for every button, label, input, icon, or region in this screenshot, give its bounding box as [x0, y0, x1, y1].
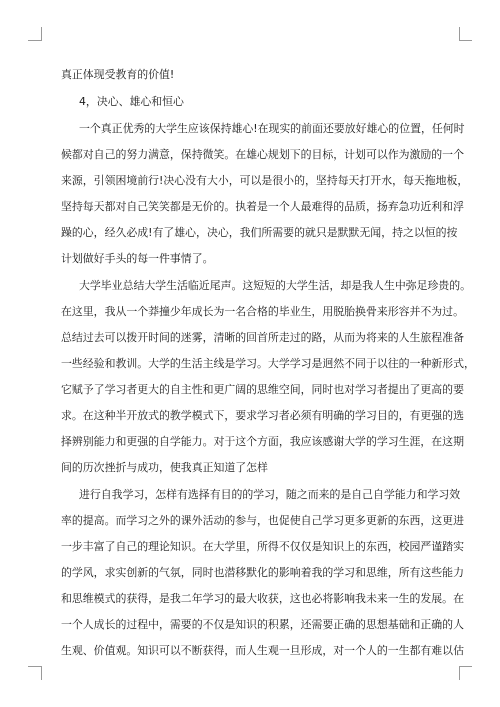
crop-mark-top-right-horizontal [459, 40, 472, 41]
crop-mark-bottom-right-horizontal [459, 666, 472, 667]
crop-mark-bottom-right-vertical [459, 666, 460, 680]
text-line: 和思维模式的获得，是我二年学习的最大收获，这也必将影响我未来一生的发展。在 [61, 592, 464, 605]
text-line: 率的提高。而学习之外的课外活动的参与，也促使自己学习更多更新的东西，这更进 [61, 514, 464, 527]
text-line: 间的历次挫折与成功，使我真正知道了怎样 [61, 461, 268, 474]
text-line: 的学风，求实创新的气氛，同时也潜移默化的影响着我的学习和思维，所有这些能力 [61, 566, 464, 579]
text-line: 求。在这种半开放式的教学模式下，要求学习者必须有明确的学习目的，有更强的选 [61, 409, 464, 422]
crop-mark-top-left-horizontal [28, 40, 41, 41]
text-line: 坚持每天都对自己笑笑都是无价的。执着是一个人最难得的品质，扬弃急功近利和浮 [61, 200, 464, 213]
text-line: 一个人成长的过程中，需要的不仅是知识的积累，还需要正确的思想基础和正确的人 [61, 618, 464, 631]
text-line: 躁的心，经久必成!有了雄心，决心，我们所需要的就只是默默无闻，持之以恒的按 [61, 226, 458, 239]
text-line: 真正体现受教育的价值! [61, 68, 175, 81]
text-line: 进行自我学习，怎样有选择有目的的学习，随之而来的是自己自学能力和学习效 [79, 488, 461, 501]
text-line: 在这里，我从一个莽撞少年成长为一名合格的毕业生，用脱胎换骨来形容并不为过。 [61, 305, 464, 318]
crop-mark-top-left-vertical [41, 27, 42, 41]
crop-mark-bottom-left-horizontal [28, 666, 41, 667]
text-line: 它赋予了学习者更大的自主性和更广阔的思维空间，同时也对学习者提出了更高的要 [61, 383, 464, 396]
text-line: 大学毕业总结大学生活临近尾声。这短短的大学生活，却是我人生中弥足珍贵的。 [79, 279, 472, 292]
text-line: 候都对自己的努力满意，保持微笑。在雄心规划下的目标，计划可以作为激励的一个 [61, 148, 464, 161]
text-line: 一步丰富了自己的理论知识。在大学里，所得不仅仅是知识上的东西，校园严谨踏实 [61, 540, 464, 553]
section-heading: 4，决心、雄心和恒心 [79, 95, 184, 108]
text-line: 择辨别能力和更强的自学能力。对于这个方面，我应该感谢大学的学习生涯，在这期 [61, 435, 464, 448]
text-line: 一个真正优秀的大学生应该保持雄心!在现实的前面还要放好雄心的位置，任何时 [79, 122, 465, 135]
text-line: 生观、价值观。知识可以不断获得，而人生观一旦形成，对一个人的一生都有难以估 [61, 644, 464, 657]
text-line: 总结过去可以拨开时间的迷雾，清晰的回首所走过的路，从而为将来的人生旅程准备 [61, 331, 464, 344]
text-line: 来源，引领困境前行!决心没有大小，可以是很小的，坚持每天打开水，每天拖地板， [61, 174, 469, 187]
text-line: 一些经验和教训。大学的生活主线是学习。大学学习是迥然不同于以往的一种新形式， [61, 357, 475, 370]
text-line: 计划做好手头的每一件事情了。 [61, 252, 214, 265]
crop-mark-top-right-vertical [459, 27, 460, 41]
crop-mark-bottom-left-vertical [41, 666, 42, 680]
